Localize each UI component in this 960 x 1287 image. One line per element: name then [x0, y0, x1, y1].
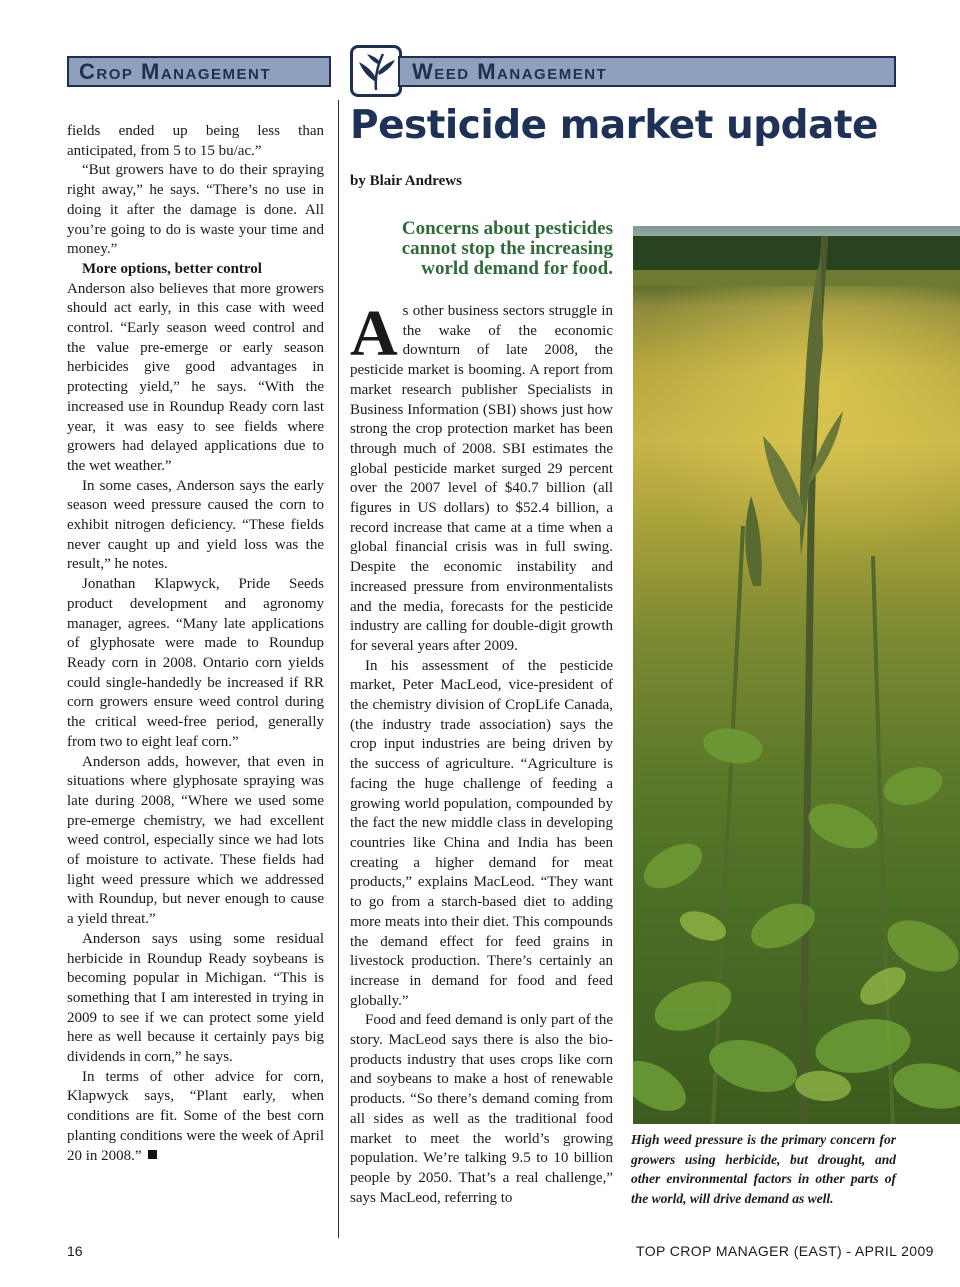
section-header-crop-management: [67, 56, 331, 87]
left-paragraph-text: In terms of other advice for corn, Klapwyck says, “Plant early, when conditions are fit. Some of the best corn planting conditions were the week of April 20 in 2008.”: [67, 1068, 324, 1164]
deck: Concerns about pesticides cannot stop the increasing world demand for food.: [401, 218, 613, 279]
left-paragraph: Anderson also believes that more growers should act early, in this case with weed control. “Early season weed control and the value pre-emerge or early season herbicides give good advantages in protecting yield,” he says. “With the increased use in Roundup Ready corn last year, it was easy to see fields where growers had delayed applications due to the wet weather.”: [67, 280, 324, 474]
weed-field-photo: [633, 226, 960, 1124]
byline: by Blair Andrews: [350, 173, 462, 189]
article-body: [350, 297, 613, 1208]
left-paragraph: Jonathan Klapwyck, Pride Seeds product development and agronomy manager, agrees. “Many late applications of glyphosate were made to Roundup Ready corn in 2008. Ontario corn yields could single-handedly be increased if RR corn growers ensure weed control during the critical weed-free period, generally from two to eight leaf corn.”: [67, 576, 324, 750]
column-divider: [338, 100, 339, 1238]
lead-paragraph-text: s other business sectors struggle in the wake of the economic downturn of late 2008, the pesticide market is booming. A report from market research publisher Specialists in Business Information (SBI) shows just how strong the crop protection market has been through much of 2008. SBI estimates the global pesticide market surged 29 percent over the 2007 level of $40.7 billion (all figures in US dollars) to $52.4 billion, a record increase that came at a time when a global financial crisis was in full swing. Despite the economic instability and increased pressure from environmentalists and the media, forecasts for the pesticide industry are calling for double-digit growth for several years after 2009.: [350, 303, 613, 654]
lead-paragraph: [350, 297, 613, 657]
left-column: [67, 122, 324, 1166]
photo-caption: High weed pressure is the primary concern for growers using herbicide, but drought, and other environmental factors in other parts of the world, will drive demand as well.: [631, 1132, 896, 1207]
left-paragraph-last: [67, 1068, 324, 1167]
article-title: Pesticide market update: [350, 103, 878, 148]
left-paragraph: In some cases, Anderson says the early season weed pressure caused the corn to exhibit nitrogen deficiency. “These fields never caught up and yield loss was the result,” he notes.: [67, 477, 324, 573]
section-header-label: Weed Management: [412, 59, 608, 84]
left-paragraph: “But growers have to do their spraying right away,” he says. “There’s no use in doing it after the damage is done. All you’re going to do is waste your time and money.”: [67, 162, 324, 258]
end-mark-icon: [148, 1150, 157, 1159]
section-header-label: Crop Management: [79, 59, 271, 84]
drop-cap: A: [350, 297, 398, 370]
weed-plant-icon: [350, 45, 402, 97]
left-paragraph: Anderson adds, however, that even in situations where glyphosate spraying was late during 2008, “Where we used some pre-emerge chemistry, we had excellent weed control, especially since we had lots of moisture to activate. These fields had light weed pressure which we addressed with Roundup, but never enough to cause a yield threat.”: [67, 753, 324, 928]
body-paragraph: Food and feed demand is only part of the story. MacLeod says there is also the bio-products industry that uses crops like corn and soybeans to make a host of renewable products. “So there’s demand coming from all sides as well as the traditional food market to meet the world’s growing population. We’re talking 9.5 to 10 billion people by 2050. That’s a real challenge,” says MacLeod, referring to: [350, 1012, 613, 1206]
body-paragraph: In his assessment of the pesticide market, Peter MacLeod, vice-president of the chemistry division of CropLife Canada, (the industry trade association) says the crop input industries are being driven by the success of agriculture. “Agriculture is facing the huge challenge of feeding a growing world population, compounded by the fact the new middle class in developing countries like China and India has been creating a higher demand for meat products,” explains MacLeod. “They want to go from a starch-based diet to adding more meats into their diet. This compounds the demand effect for feed grains in livestock production. There’s certainly an increase in demand for food and feed globally.”: [350, 657, 613, 1009]
left-paragraph: fields ended up being less than anticipated, from 5 to 15 bu/ac.”: [67, 123, 324, 159]
section-header-weed-management: [398, 56, 896, 87]
subhead: More options, better control: [82, 260, 262, 277]
left-paragraph: Anderson says using some residual herbicide in Roundup Ready soybeans is becoming popular in Michigan. “This is something that I am interested in trying in 2009 to see if we can protect some yield here as well because it certainly pays big dividends in corn,” he says.: [67, 930, 324, 1066]
page-number: 16: [67, 1243, 83, 1259]
publication-footer: TOP CROP MANAGER (EAST) - APRIL 2009: [636, 1243, 934, 1259]
